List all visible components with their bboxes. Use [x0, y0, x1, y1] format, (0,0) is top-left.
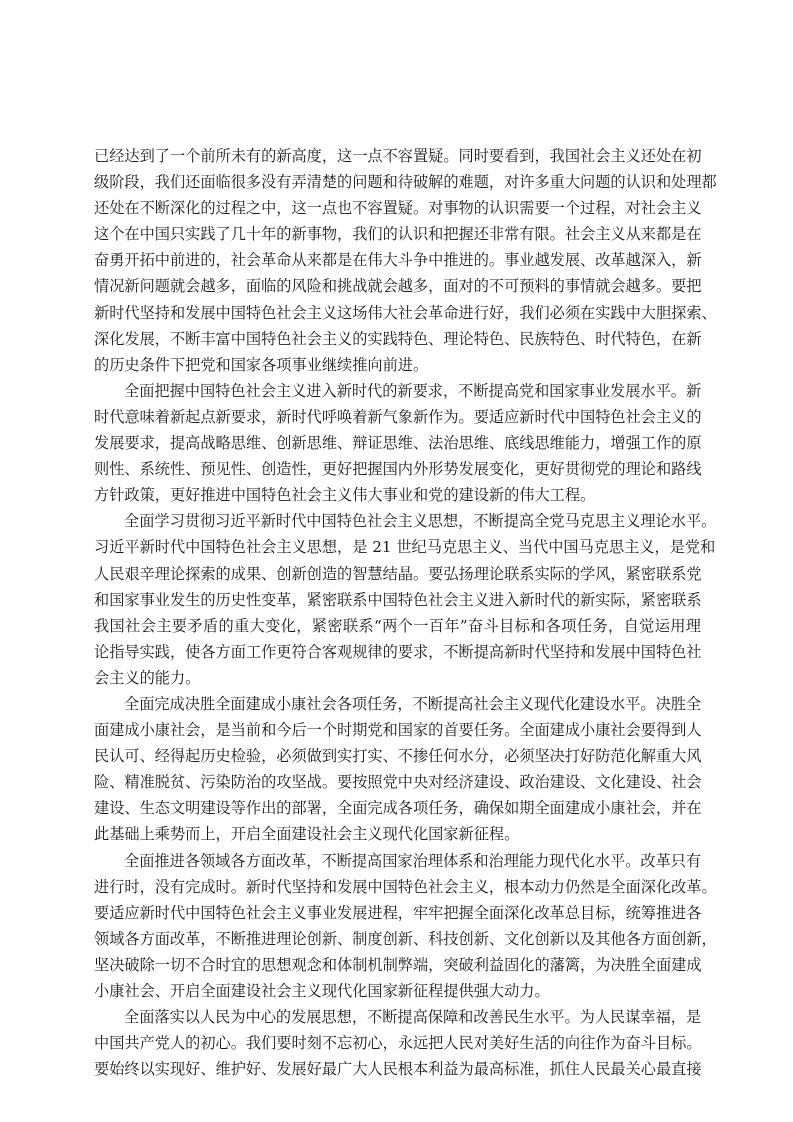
text-line: 级阶段，我们还面临很多没有弄清楚的问题和待破解的难题，对许多重大问题的认识和处理都: [94, 173, 717, 192]
text-line: 我国社会主要矛盾的重大变化，紧密联系“两个一百年”奋斗目标和各项任务，自觉运用理: [94, 616, 701, 635]
text-line: 民认可、经得起历史检验，必须做到实打实、不掺任何水分，必须坚决打好防范化解重大风: [94, 747, 702, 766]
text-line: 人民艰辛理论探索的成果、创新创造的智慧结晶。要弘扬理论联系实际的学风，紧密联系党: [94, 564, 702, 583]
text-line: 要始终以实现好、维护好、发展好最广大人民根本利益为最高标准，抓住人民最关心最直接: [94, 1060, 702, 1079]
text-line: 建设、生态文明建设等作出的部署，全面完成各项任务，确保如期全面建成小康社会，并在: [94, 799, 702, 818]
text-line: 时代意味着新起点新要求，新时代呼唤着新气象新作为。要适应新时代中国特色社会主义的: [94, 407, 702, 426]
text-line: 会主义的能力。: [94, 668, 201, 687]
text-line: 已经达到了一个前所未有的新高度，这一点不容置疑。同时要看到，我国社会主义还处在初: [94, 147, 702, 165]
paragraph: [94, 378, 701, 508]
text-line: 深化发展，不断丰富中国特色社会主义的实践特色、理论特色、民族特色、时代特色，在新: [94, 329, 702, 348]
text-line: 全面完成决胜全面建成小康社会各项任务，不断提高社会主义现代化建设水平。决胜全: [124, 694, 702, 713]
text-line: 新时代坚持和发展中国特色社会主义这场伟大社会革命进行好，我们必须在实践中大胆探索、: [94, 303, 717, 322]
text-line: 则性、系统性、预见性、创造性，更好把握国内外形势发展变化，更好贯彻党的理论和路线: [94, 460, 702, 479]
text-line: 发展要求，提高战略思维、创新思维、辩证思维、法治思维、底线思维能力，增强工作的原: [94, 434, 702, 453]
paragraph: [94, 848, 717, 1005]
text-line: 险、精准脱贫、污染防治的攻坚战。要按照党中央对经济建设、政治建设、文化建设、社会: [94, 773, 702, 792]
paragraph: [94, 143, 717, 378]
text-line: 方针政策，更好推进中国特色社会主义伟大事业和党的建设新的伟大工程。: [94, 486, 596, 505]
text-line: 领域各方面改革，不断推进理论创新、制度创新、科技创新、文化创新以及其他各方面创新，: [94, 929, 717, 948]
text-line: 中国共产党人的初心。我们要时刻不忘初心，永远把人民对美好生活的向往作为奋斗目标。: [94, 1034, 702, 1053]
text-line: 全面推进各领域各方面改革，不断提高国家治理体系和治理能力现代化水平。改革只有: [124, 851, 702, 870]
paragraph: [94, 691, 701, 848]
text-line: 论指导实践，使各方面工作更符合客观规律的要求，不断提高新时代坚持和发展中国特色社: [94, 642, 702, 661]
text-line: 要适应新时代中国特色社会主义事业发展进程，牢牢把握全面深化改革总目标，统筹推进各: [94, 903, 702, 922]
text-line: 全面把握中国特色社会主义进入新时代的新要求，不断提高党和国家事业发展水平。新: [124, 381, 702, 400]
text-line: 坚决破除一切不合时宜的思想观念和体制机制弊端，突破利益固化的藩篱，为决胜全面建成: [94, 955, 702, 974]
text-line: 情况新问题就会越多，面临的风险和挑战就会越多，面对的不可预料的事情就会越多。要把: [94, 277, 702, 296]
text-line: 和国家事业发生的历史性变革，紧密联系中国特色社会主义进入新时代的新实际，紧密联系: [94, 590, 702, 609]
text-line: 全面落实以人民为中心的发展思想，不断提高保障和改善民生水平。为人民谋幸福，是: [124, 1008, 702, 1027]
text-line: 进行时，没有完成时。新时代坚持和发展中国特色社会主义，根本动力仍然是全面深化改革。: [94, 877, 717, 896]
paragraph: [94, 1004, 701, 1082]
text-line: 此基础上乘势而上，开启全面建设社会主义现代化国家新征程。: [94, 825, 520, 844]
text-line: 奋勇开拓中前进的，社会革命从来都是在伟大斗争中推进的。事业越发展、改革越深入，新: [94, 251, 702, 270]
text-line: 的历史条件下把党和国家各项事业继续推向前进。: [94, 355, 429, 374]
text-line: 习近平新时代中国特色社会主义思想，是 21 世纪马克思主义、当代中国马克思主义，是党和: [94, 538, 716, 557]
text-line: 还处在不断深化的过程之中，这一点也不容置疑。对事物的认识需要一个过程，对社会主义: [94, 199, 702, 218]
text-line: 这个在中国只实践了几十年的新事物，我们的认识和把握还非常有限。社会主义从来都是在: [94, 225, 702, 244]
document-body: [94, 143, 717, 1082]
text-line: 全面学习贯彻习近平新时代中国特色社会主义思想，不断提高全党马克思主义理论水平。: [124, 512, 717, 531]
paragraph: [94, 508, 717, 691]
text-line: 小康社会、开启全面建设社会主义现代化国家新征程提供强大动力。: [94, 982, 550, 1000]
text-line: 面建成小康社会，是当前和今后一个时期党和国家的首要任务。全面建成小康社会要得到人: [94, 721, 702, 740]
